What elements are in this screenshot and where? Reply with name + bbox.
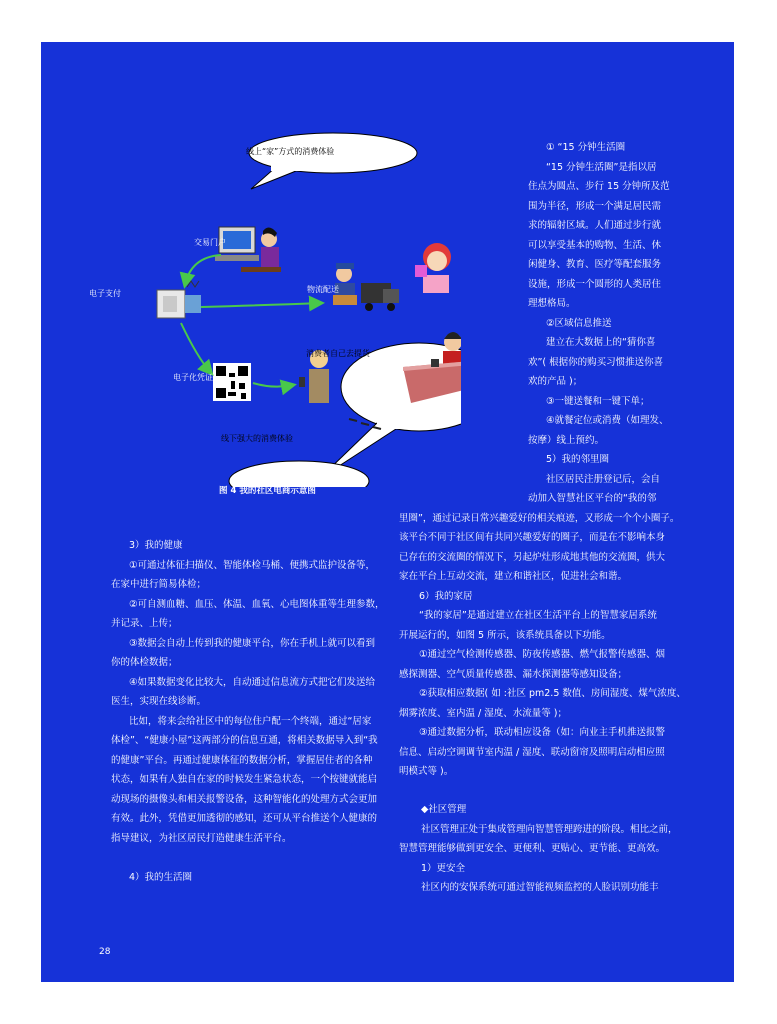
section-heading-community-management: ◆社区管理 [421,804,467,815]
label-voucher: 电子化凭证 [173,373,213,382]
left-line: ④如果数据变化比较大，自动通过信息流方式把它们发送给 [129,676,376,688]
right-line: 动加入智慧社区平台的“我的邻 [528,493,657,504]
right-line: ③一键送餐和一键下单； [546,395,650,407]
left-line: 在家中进行简易体检； [111,579,207,590]
right-wide-line: “我的家居”是通过建立在社区生活平台上的智慧家居系统 [419,610,657,621]
label-portal: 交易门户 [194,238,226,247]
right-line: 围为半径，形成一个满足居民需 [528,200,662,212]
right-line: ④就餐定位或消费（如理发、 [546,415,669,426]
page-number: 28 [99,947,111,957]
left-line: 3）我的健康 [129,540,183,551]
left-line: 并记录、上传； [111,618,178,629]
left-line: 4）我的生活圈 [129,872,193,883]
delivery-truck-icon [333,263,399,311]
right-line: 5）我的邻里圈 [546,454,610,465]
right-wide-line: 开展运行的，如图 5 所示，该系统具备以下功能。 [399,629,611,641]
left-line: 比如，将来会给社区中的每位住户配一个终端，通过“居家 [129,715,372,727]
right-wide-line: 信息、启动空调调节室内温 / 湿度、联动窗帘及照明启动相应照 [399,746,665,758]
qr-code-icon [213,363,251,401]
right-wide-line: 明模式等 )。 [399,766,454,777]
right-line: ②区域信息推送 [546,317,612,329]
payment-terminal-icon [157,281,201,318]
left-line: 有效。此外，凭借更加透彻的感知，还可从平台推送个人健康的 [111,813,378,824]
right-wide-line: ②获取相应数据( 如 :社区 pm2.5 数值、房间湿度、煤气浓度、 [419,688,686,699]
left-line: 体检”、“健康小屋”这两部分的信息互通，将相关数据导入到“我 [111,735,378,746]
label-payment: 电子支付 [89,289,121,298]
right-line: “15 分钟生活圈”是指以居 [546,161,657,173]
right-line: 设施，形成一个圆形的人类居住 [528,278,662,290]
right-bottom-line: 社区管理正处于集成管理向智慧管理跨进的阶段。相比之前， [421,823,678,835]
right-wide-line: 里圈”，通过记录日常兴趣爱好的相关痕迹，又形成一个个小圈子。 [399,512,680,524]
right-wide-line: 烟雾浓度、室内温 / 湿度、水流量等 )； [399,707,567,719]
customer-with-gift-icon [415,243,451,293]
right-wide-line: ①通过空气检测传感器、防夜传感器、燃气报警传感器、烟 [419,649,666,660]
right-line: 社区居民注册登记后，会自 [546,473,661,485]
right-line: 欢的产品 )； [528,376,583,387]
right-line: 理想格局。 [528,298,576,309]
left-line: 状态，如果有人独自在家的时候发生紧急状态，一个按键就能启 [111,774,378,785]
right-wide-line: ③通过数据分析，联动相应设备（如：向业主手机推送报警 [419,727,666,738]
right-bottom-line: 社区内的安保系统可通过智能视频监控的人脸识别功能丰 [421,882,659,893]
left-line: ②可自测血糖、血压、体温、血氧、心电图体重等生理参数， [129,598,385,610]
right-line: 按摩）线上预约。 [528,434,605,446]
left-line: 指导建议，为社区居民打造健康生活平台。 [111,832,292,844]
right-wide-line: 家在平台上互动交流，建立和谐社区，促进社会和谐。 [399,571,628,582]
right-bottom-line: 智慧管理能够做到更安全、更便利、更贴心、更节能、更高效。 [399,843,666,854]
bubble-middle [319,343,461,479]
right-line: 建立在大数据上的“猜你喜 [546,337,656,348]
right-line: 闲健身、教育、医疗等配套服务 [528,259,662,270]
right-line: 住点为圆点、步行 15 分钟所及范 [528,181,670,192]
computer-user-icon [215,227,281,272]
right-wide-line: 6）我的家居 [419,590,473,602]
right-wide-line: 感探测器、空气质量传感器、漏水探测器等感知设备； [399,668,628,680]
label-bubble-middle: 消费者自己去提货 [306,349,370,358]
right-line: ① “15 分钟生活圈 [546,142,626,153]
label-bubble-bottom: 线下强大的消费体验 [221,434,293,443]
left-line: 你的体检数据； [111,657,178,668]
right-wide-line: 该平台不同于社区间有共同兴趣爱好的圈子，而是在不影响本身 [399,532,666,543]
left-line: ③数据会自动上传到我的健康平台，你在手机上就可以看到 [129,637,376,649]
right-line: 求的辐射区域。人们通过步行就 [528,220,662,231]
right-line: 可以享受基本的购物、生活、休 [528,239,662,251]
figure-caption: 图 4 我的社区电商示意图 [219,486,316,496]
right-wide-line: 已存在的交流圈的情况下，另起炉灶形成地其他的交流圈，供大 [399,551,666,563]
left-line: 动现场的摄像头和相关报警设备，这种智能化的处理方式会更加 [111,793,378,805]
left-line: 医生，实现在线诊断。 [111,696,207,707]
left-line: 的健康”平台。再通过健康体征的数据分析，掌握居住者的各种 [111,754,373,766]
bubble-top [249,133,417,189]
right-line: 欢”( 根据你的购买习惯推送你喜 [528,356,664,368]
left-line: ①可通过体征扫描仪、智能体检马桶、便携式监护设备等， [129,559,376,571]
right-bottom-line: 1）更安全 [421,862,466,874]
label-bubble-top: 线上“家”方式的消费体验 [246,147,335,156]
label-logistics: 物流配送 [307,285,339,294]
article-page [41,42,734,982]
